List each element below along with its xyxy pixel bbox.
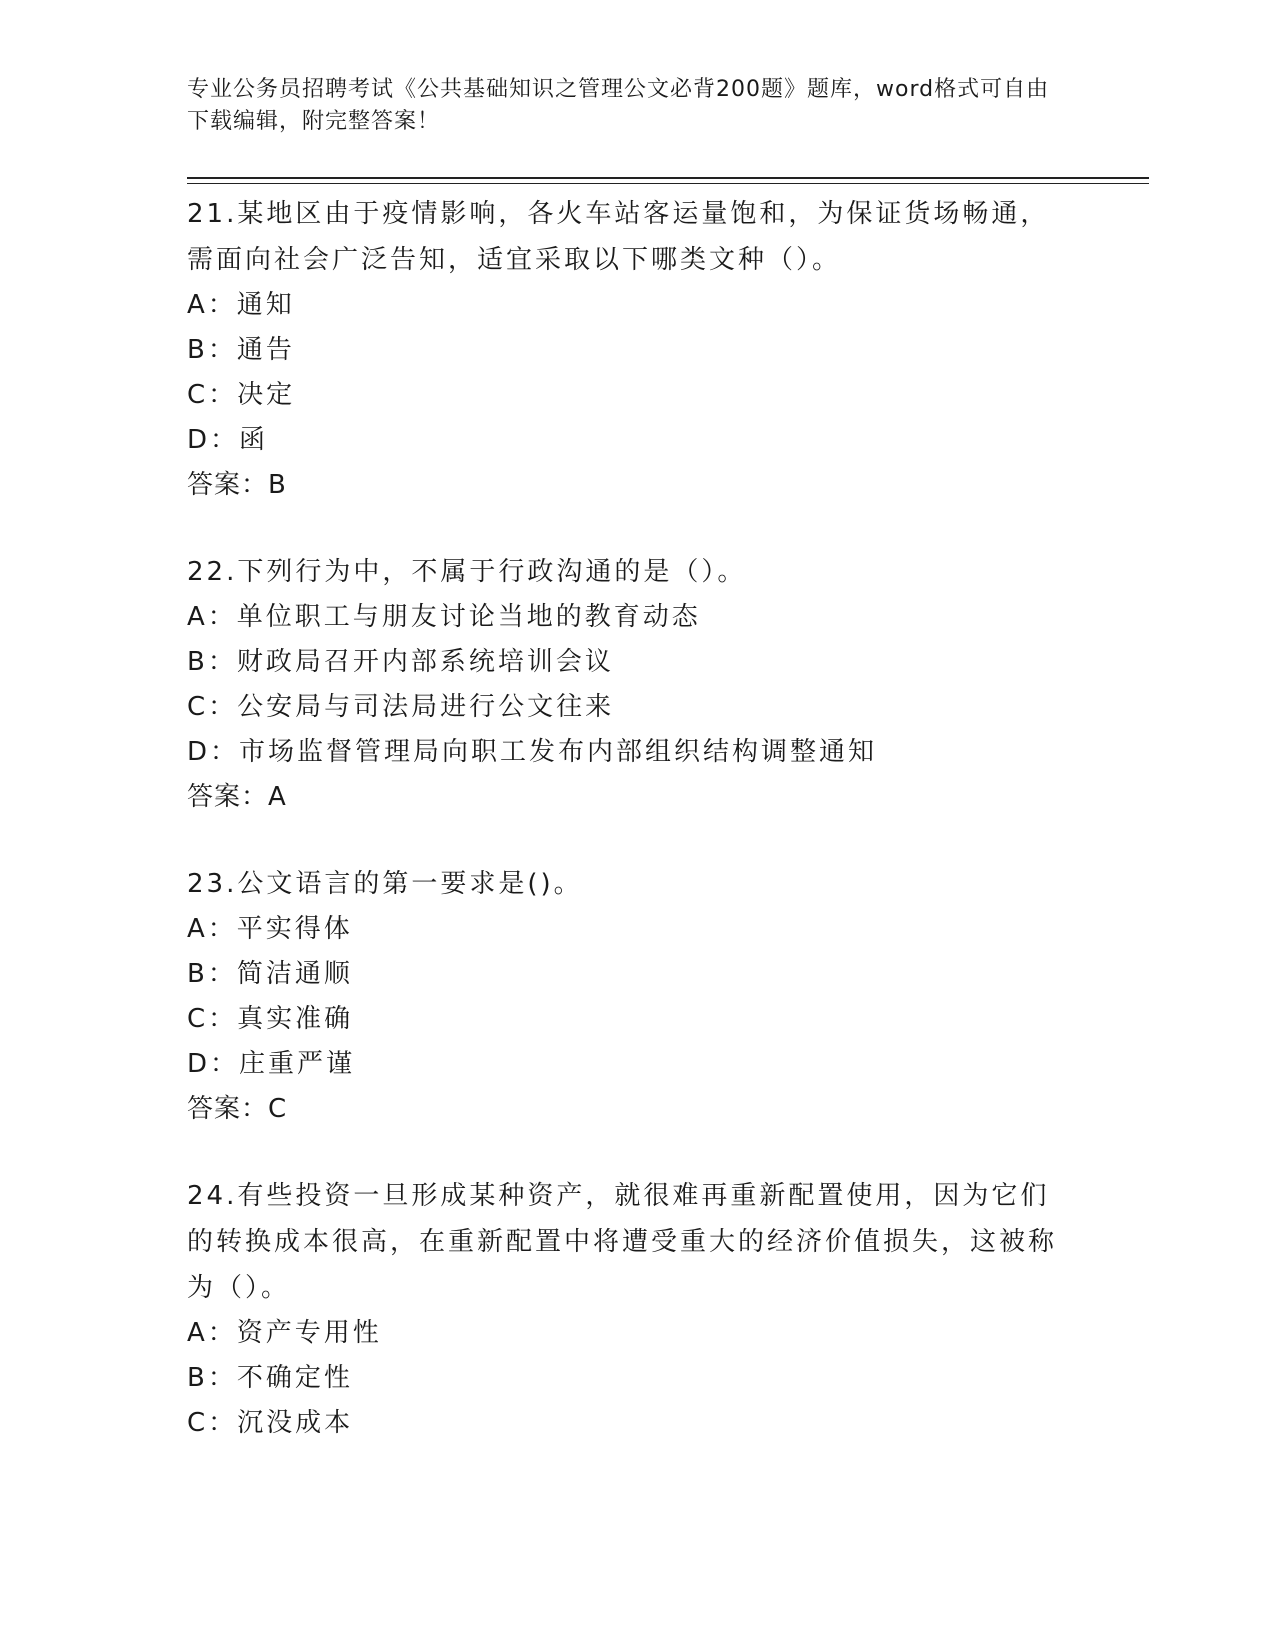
question-stem: 24.有些投资一旦形成某种资产，就很难再重新配置使用，因为它们的转换成本很高，在重新配置中将遭受重大的经济价值损失，这被称为（）。 <box>187 1181 1058 1303</box>
option-c: C：沉没成本 <box>187 1408 354 1438</box>
header-divider-thin <box>187 183 1149 184</box>
option-b: B：简洁通顺 <box>187 959 353 989</box>
option-a: A：通知 <box>187 290 295 320</box>
question-21 <box>187 191 1077 507</box>
option-a: A：平实得体 <box>187 914 353 944</box>
question-stem: 21.某地区由于疫情影响，各火车站客运量饱和，为保证货场畅通，需面向社会广泛告知，适宜采取以下哪类文种（）。 <box>187 199 1050 275</box>
option-c: C：决定 <box>187 380 296 410</box>
option-c: C：真实准确 <box>187 1004 354 1034</box>
option-b: B：不确定性 <box>187 1363 353 1393</box>
question-list <box>187 191 1077 1488</box>
option-d: D：函 <box>187 425 269 455</box>
answer-line: 答案：B <box>187 470 287 500</box>
answer-line: 答案：A <box>187 782 287 812</box>
question-stem: 23.公文语言的第一要求是()。 <box>187 869 583 899</box>
option-d: D：市场监督管理局向职工发布内部组织结构调整通知 <box>187 737 878 767</box>
option-a: A：资产专用性 <box>187 1318 382 1348</box>
document-header: 专业公务员招聘考试《公共基础知识之管理公文必背200题》题库，word格式可自由下载编辑，附完整答案！ <box>187 77 1050 134</box>
option-d: D：庄重严谨 <box>187 1049 356 1079</box>
header-divider-thick <box>187 177 1149 179</box>
question-22 <box>187 549 1077 819</box>
question-23 <box>187 861 1077 1131</box>
answer-line: 答案：C <box>187 1094 288 1124</box>
question-stem: 22.下列行为中，不属于行政沟通的是（）。 <box>187 557 747 587</box>
question-24 <box>187 1173 1077 1446</box>
option-b: B：通告 <box>187 335 295 365</box>
option-a: A：单位职工与朋友讨论当地的教育动态 <box>187 602 701 632</box>
option-b: B：财政局召开内部系统培训会议 <box>187 647 614 677</box>
option-c: C：公安局与司法局进行公文往来 <box>187 692 615 722</box>
